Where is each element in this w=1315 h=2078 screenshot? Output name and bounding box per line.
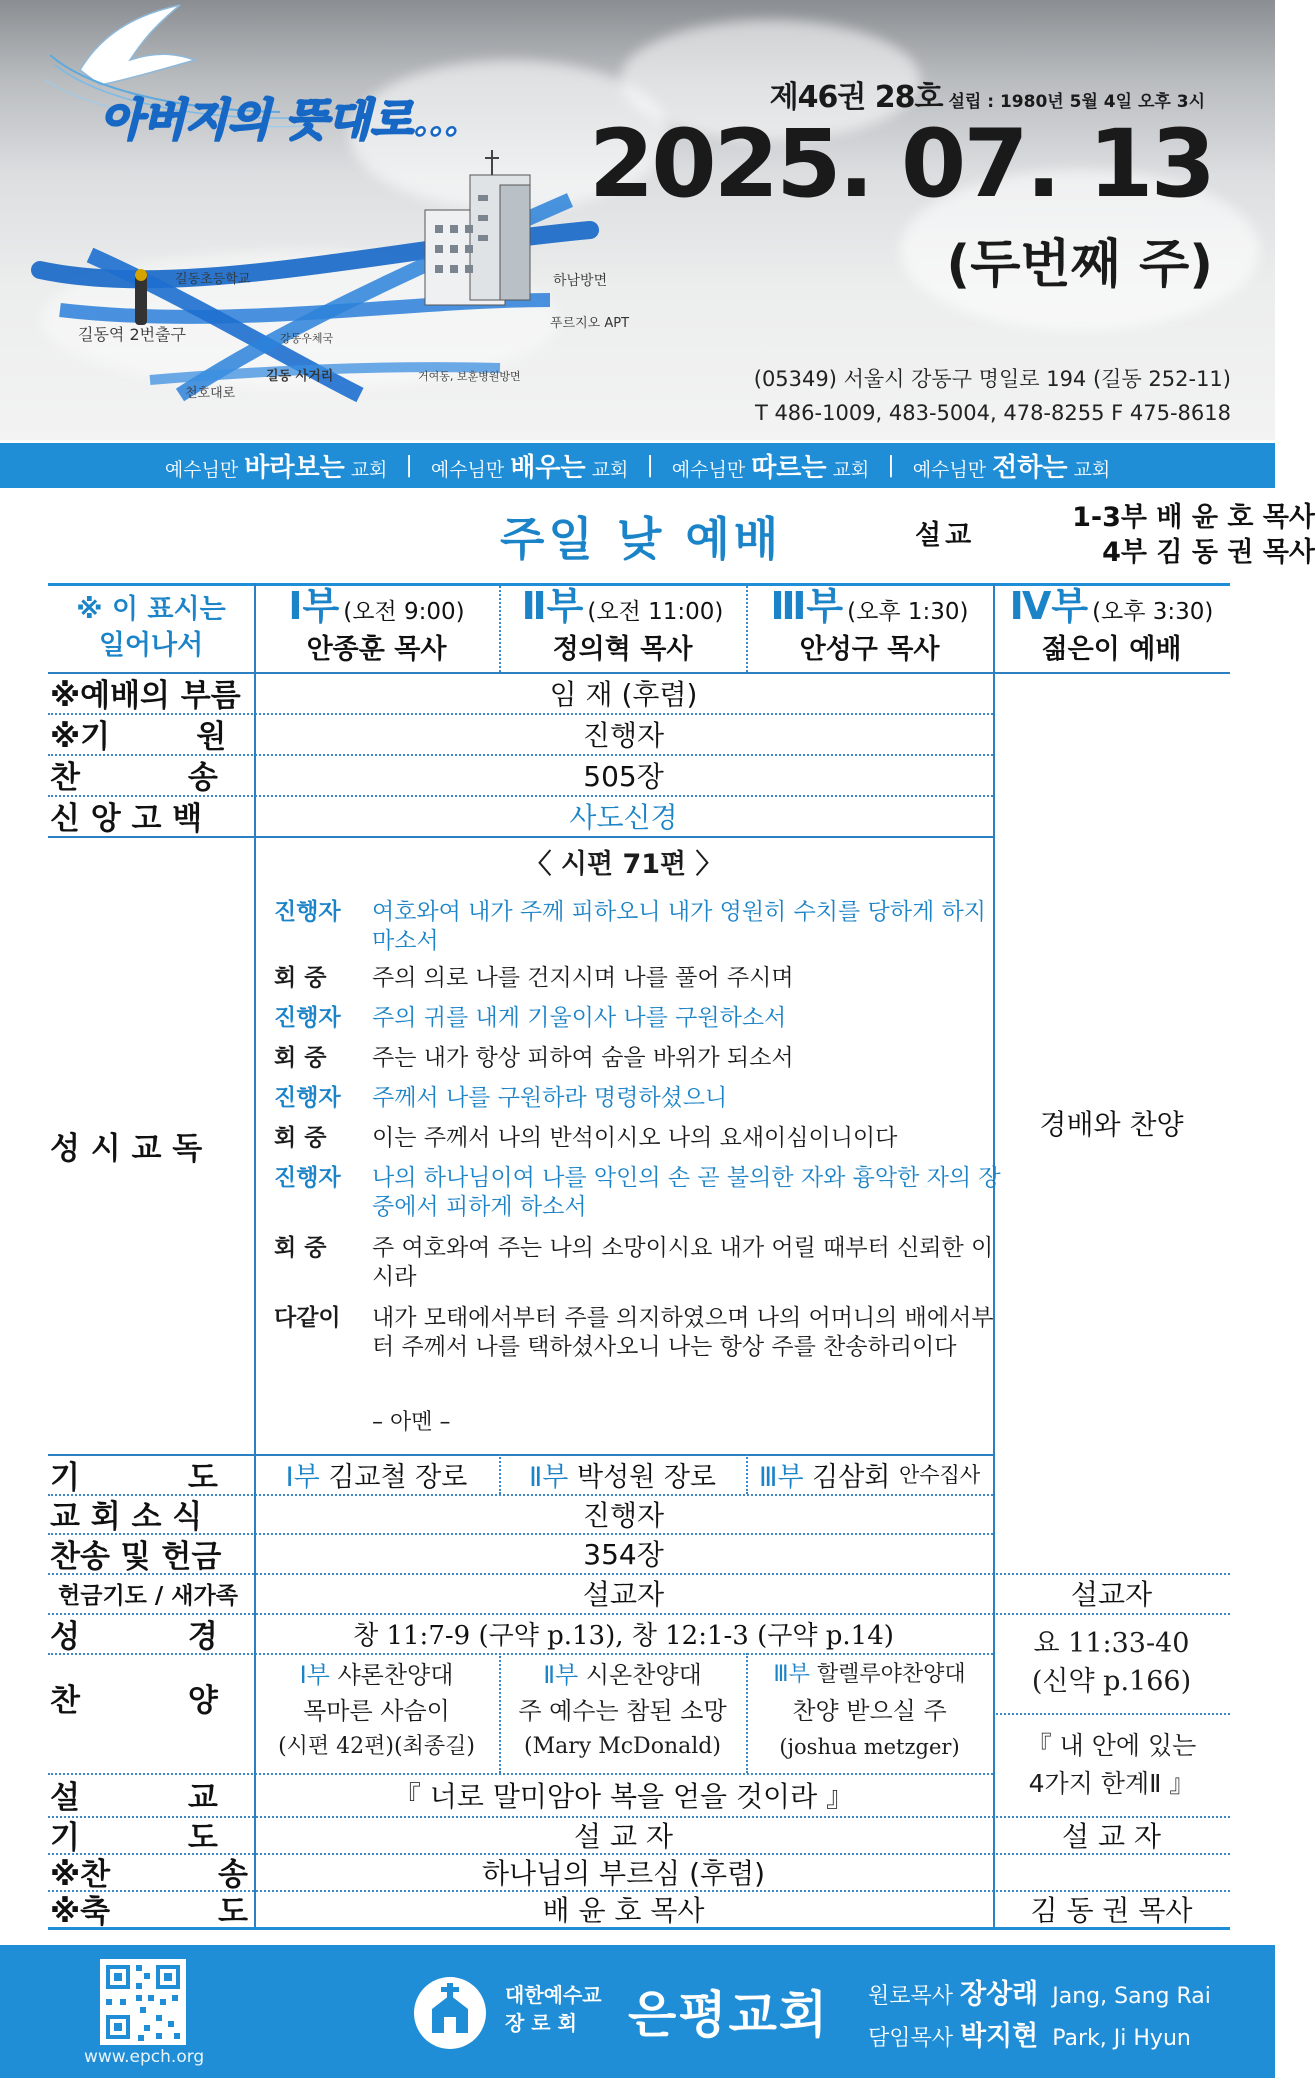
map-label: 길동 사거리 xyxy=(266,369,334,384)
church-name: 은평교회 xyxy=(628,1986,830,2044)
preacher-2: 4부 김 동 권 목사 xyxy=(1102,537,1315,568)
map-label: 길동초등학교 xyxy=(175,272,251,287)
row-label-creed: 신 앙 고 백 xyxy=(50,801,203,837)
map-label: 거여동, 보훈병원방면 xyxy=(418,370,521,383)
row-label-choir: 찬 양 xyxy=(50,1683,218,1719)
sermon-title-4: 『 내 안에 있는 4가지 한계Ⅱ 』 xyxy=(1026,1730,1197,1798)
footer xyxy=(0,1945,1275,2078)
call-to-worship: 임 재 (후렴) xyxy=(549,677,698,711)
row-label-benediction: ※축 도 xyxy=(50,1894,248,1930)
benediction: 배 윤 호 목사 xyxy=(542,1893,705,1927)
reading-line: 진행자 주의 귀를 내게 기울이사 나를 구원하소서 xyxy=(274,1005,787,1031)
motto-item: 예수님만 배우는 교회 xyxy=(430,453,629,483)
prayer-after-sermon-4: 설 교 자 xyxy=(1062,1819,1161,1853)
map-label: 강동우체국 xyxy=(280,332,334,345)
choir-3: Ⅲ부 할렐루야찬양대 찬양 받으실 주 (joshua metzger) xyxy=(773,1662,966,1759)
row-label-call: ※예배의 부름 xyxy=(50,678,241,714)
prayer-3: Ⅲ부 김삼회 안수집사 xyxy=(758,1461,981,1493)
website-link[interactable]: www.epch.org xyxy=(84,2047,205,2067)
row-label-offering: 찬송 및 헌금 xyxy=(50,1538,222,1575)
worship-4: 경배와 찬양 xyxy=(1039,1107,1184,1141)
church-map-illustration xyxy=(30,0,650,420)
preacher-1: 1-3부 배 윤 호 목사 xyxy=(1072,502,1315,533)
offering-hymn: 354장 xyxy=(583,1538,664,1571)
closing-hymn: 하나님의 부르심 (후렴) xyxy=(481,1856,766,1890)
benediction-4: 김 동 권 목사 xyxy=(1030,1893,1193,1927)
row-label-invocation: ※기 원 xyxy=(50,719,227,755)
reading-line: 진행자 주께서 나를 구원하라 명령하셨으니 xyxy=(274,1085,728,1111)
senior-pastor: 담임목사 박지현 Park, Ji Hyun xyxy=(868,2021,1191,2052)
row-label-hymn-2: ※찬 송 xyxy=(50,1857,248,1893)
reading-line: 진행자 나의 하나님이여 나를 악인의 손 곧 불의한 자와 흉악한 자의 장중에서 피하게 하소서 xyxy=(274,1165,1001,1220)
row-label-reading: 성 시 교 독 xyxy=(50,1130,203,1167)
offering-prayer-4: 설교자 xyxy=(1070,1578,1153,1611)
row-label-news: 교 회 소 식 xyxy=(50,1499,203,1535)
choir-1: Ⅰ부 샤론찬양대 목마른 사슴이 (시편 42편)(최종길) xyxy=(278,1661,475,1759)
pastors-info xyxy=(868,1975,1211,2059)
qr-code-icon[interactable] xyxy=(100,1959,186,2045)
issue-number: 제46권 28호 설립 : 1980년 5월 4일 오후 3시 xyxy=(769,80,1205,115)
bulletin-week: (두번째 주) xyxy=(946,235,1213,295)
church-contact xyxy=(754,362,1231,430)
choir-2: Ⅱ부 시온찬양대 주 예수는 참된 소망 (Mary McDonald) xyxy=(518,1661,727,1759)
row-label-offering-prayer: 헌금기도 / 새가족 xyxy=(58,1582,238,1609)
offering-prayer: 설교자 xyxy=(582,1578,665,1611)
motto-item: 예수님만 따르는 교회 xyxy=(671,453,870,483)
slogan-script: 아버지의 뜻대로... xyxy=(100,95,459,146)
creed: 사도신경 xyxy=(569,800,678,834)
sermon-title: 『 너로 말미암아 복을 얻을 것이라 』 xyxy=(392,1779,855,1813)
amen: – 아멘 – xyxy=(372,1410,451,1435)
denomination: 대한예수교 장 로 회 xyxy=(505,1983,602,2035)
reading-line: 다같이 내가 모태에서부터 주를 의지하였으며 나의 어머니의 배에서부터 주께서 나를 택하셨사오니 나는 항상 주를 찬송하리이다 xyxy=(274,1305,994,1360)
reading-line: 회 중 주 여호와여 주는 나의 소망이시요 내가 어릴 때부터 신뢰한 이시라 xyxy=(274,1235,994,1290)
prayer-2: Ⅱ부 박성원 장로 xyxy=(529,1461,716,1493)
map-label: 하남방면 xyxy=(553,273,608,289)
responsive-reading xyxy=(254,836,1001,1454)
prayer-after-sermon: 설 교 자 xyxy=(574,1819,673,1853)
service-col-2: Ⅱ부 (오전 11:00) 정의혁 목사 xyxy=(521,583,724,665)
reading-line: 진행자 여호와여 내가 주께 피하오니 내가 영원히 수치를 당하게 하지 마소서 xyxy=(274,899,986,954)
header-banner xyxy=(0,0,1275,440)
bulletin-date: 2025. 07. 13 xyxy=(588,110,1213,219)
church-address: (05349) 서울시 강동구 명일로 194 (길동 252-11) xyxy=(753,367,1231,391)
worship-order-table xyxy=(48,583,1230,1930)
scripture-4: 요 11:33-40 (신약 p.166) xyxy=(1031,1628,1192,1697)
row-label-prayer: 기 도 xyxy=(50,1459,218,1496)
standing-note: ※ 이 표시는 일어나서 xyxy=(76,593,226,661)
map-label: 길동역 2번출구 xyxy=(78,325,187,344)
church-phones: T 486-1009, 483-5004, 478-8255 F 475-8618 xyxy=(754,401,1231,425)
invocation: 진행자 xyxy=(582,718,665,752)
reading-line: 회 중 주의 의로 나를 건지시며 나를 풀어 주시며 xyxy=(274,965,794,991)
map-label: 천호대로 xyxy=(185,386,236,401)
service-col-4: Ⅳ부 (오후 3:30) 젊은이 예배 xyxy=(1009,583,1214,665)
row-label-prayer-2: 기 도 xyxy=(50,1820,218,1856)
map-label: 푸르지오 APT xyxy=(550,316,630,331)
scripture: 창 11:7-9 (구약 p.13), 창 12:1-3 (구약 p.14) xyxy=(353,1620,894,1651)
motto-band: 예수님만 바라보는 교회 | 예수님만 배우는 교회 | 예수님만 따르는 교회 | 예수님만 전하는 교회 xyxy=(0,443,1275,488)
reading-line: 회 중 주는 내가 항상 피하여 숨을 바위가 되소서 xyxy=(274,1045,794,1071)
service-col-1: Ⅰ부 (오전 9:00) 안종훈 목사 xyxy=(288,583,465,665)
row-label-scripture: 성 경 xyxy=(50,1618,218,1655)
prayer-1: Ⅰ부 김교철 장로 xyxy=(285,1461,468,1493)
founded-date: 설립 : 1980년 5월 4일 오후 3시 xyxy=(948,92,1205,112)
motto-item: 예수님만 전하는 교회 xyxy=(912,453,1111,483)
church-news: 진행자 xyxy=(582,1498,665,1532)
elder-pastor: 원로목사 장상래 Jang, Sang Rai xyxy=(868,1979,1211,2010)
psalm-title: 〈 시편 71편 〉 xyxy=(524,849,723,880)
row-label-sermon: 설 교 xyxy=(50,1780,218,1816)
reading-line: 회 중 이는 주께서 나의 반석이시오 나의 요새이심이니이다 xyxy=(274,1125,898,1151)
church-building-icon xyxy=(425,150,530,305)
preacher-label: 설교 xyxy=(915,520,976,551)
motto-item: 예수님만 바라보는 교회 xyxy=(164,453,388,483)
service-title: 주일 낮 예배 xyxy=(500,512,783,566)
hymn-1: 505장 xyxy=(583,759,664,793)
row-label-hymn: 찬 송 xyxy=(50,760,218,796)
service-col-3: Ⅲ부 (오후 1:30) 안성구 목사 xyxy=(770,583,969,665)
church-logo-icon xyxy=(412,1975,488,2051)
